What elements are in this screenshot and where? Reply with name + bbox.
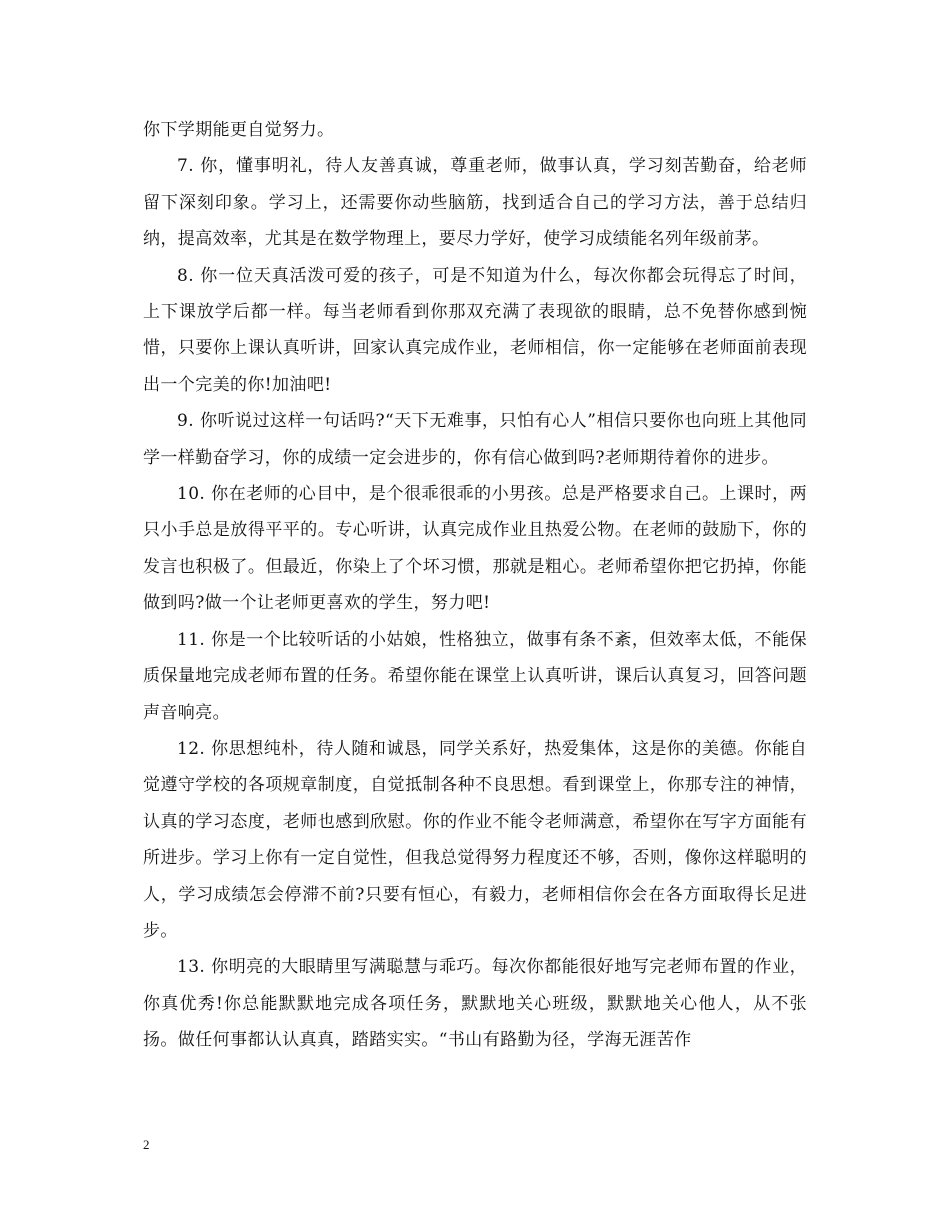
paragraph-item-13: 13. 你明亮的大眼睛里写满聪慧与乖巧。每次你都能很好地写完老师布置的作业，你真优秀!你总能默默地完成各项任务，默默地关心班级，默默地关心他人，从不张扬。做任何事都认认真真，踏踏实实。“书山有路勤为径，学海无涯苦作	[143, 957, 807, 1051]
paragraph-continuation: 你下学期能更自觉努力。	[143, 120, 335, 140]
paragraph-item-7: 7. 你，懂事明礼，待人友善真诚，尊重老师，做事认真，学习刻苦勤奋，给老师留下深刻印象。学习上，还需要你动些脑筋，找到适合自己的学习方法，善于总结归纳，提高效率，尤其是在数学物理上，要尽力学好，使学习成绩能名列年级前茅。	[143, 156, 807, 250]
document-body	[143, 112, 807, 1059]
paragraph-item-10: 10. 你在老师的心目中，是个很乖很乖的小男孩。总是严格要求自己。上课时，两只小手总是放得平平的。专心听讲，认真完成作业且热爱公物。在老师的鼓励下，你的发言也积极了。但最近，你染上了个坏习惯，那就是粗心。老师希望你把它扔掉，你能做到吗?做一个让老师更喜欢的学生，努力吧!	[143, 484, 807, 614]
paragraph-item-8: 8. 你一位天真活泼可爱的孩子，可是不知道为什么，每次你都会玩得忘了时间，上下课放学后都一样。每当老师看到你那双充满了表现欲的眼睛，总不免替你感到惋惜，只要你上课认真听讲，回家认真完成作业，老师相信，你一定能够在老师面前表现出一个完美的你!加油吧!	[143, 265, 807, 395]
paragraph-item-12: 12. 你思想纯朴，待人随和诚恳，同学关系好，热爱集体，这是你的美德。你能自觉遵守学校的各项规章制度，自觉抵制各种不良思想。看到课堂上，你那专注的神情，认真的学习态度，老师也感到欣慰。你的作业不能令老师满意，希望你在写字方面能有所进步。学习上你有一定自觉性，但我总觉得努力程度还不够，否则，像你这样聪明的人，学习成绩怎会停滞不前?只要有恒心，有毅力，老师相信你会在各方面取得长足进步。	[143, 738, 807, 941]
page-number: 2	[143, 1137, 150, 1152]
paragraph-item-9: 9. 你听说过这样一句话吗?“天下无难事，只怕有心人”相信只要你也向班上其他同学一样勤奋学习，你的成绩一定会进步的，你有信心做到吗?老师期待着你的进步。	[143, 411, 807, 468]
paragraph-item-11: 11. 你是一个比较听话的小姑娘，性格独立，做事有条不紊，但效率太低，不能保质保量地完成老师布置的任务。希望你能在课堂上认真听讲，课后认真复习，回答问题声音响亮。	[143, 629, 807, 723]
